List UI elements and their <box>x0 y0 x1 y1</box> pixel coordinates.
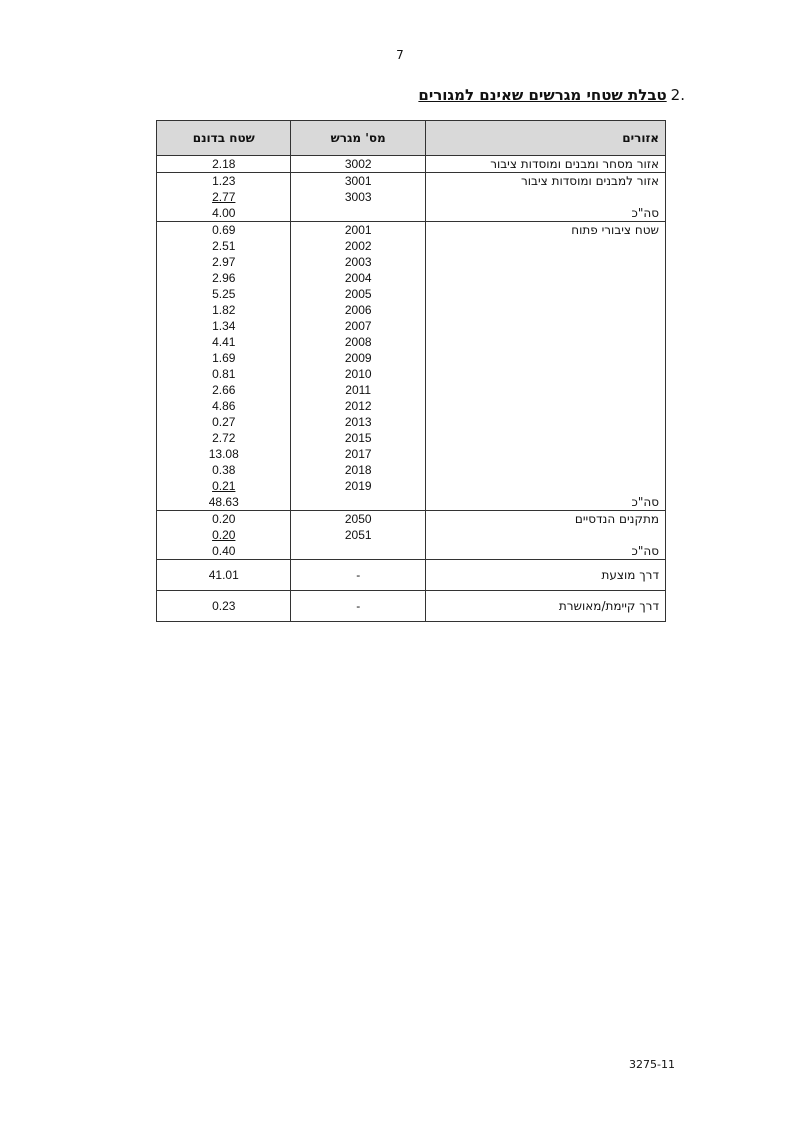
plot-number: 2050 <box>344 512 372 526</box>
area-value: 13.08 <box>208 447 239 461</box>
zone-group-row <box>157 156 666 173</box>
area-value-wrap <box>163 189 284 205</box>
plot-number: 2012 <box>344 399 372 413</box>
zone-cell <box>425 173 665 222</box>
total-label: סה"כ <box>631 495 659 509</box>
area-value: 41.01 <box>157 560 291 591</box>
plot-number: 2051 <box>344 528 372 542</box>
area-cell <box>157 156 291 173</box>
total-label: סה"כ <box>631 206 659 220</box>
zone-group-row <box>157 511 666 560</box>
zone-group-row <box>157 173 666 222</box>
plot-number: 3001 <box>344 174 372 188</box>
zone-cell <box>425 156 665 173</box>
area-value: 2.77 <box>212 190 236 204</box>
plot-number: 2004 <box>344 271 372 285</box>
area-cell <box>157 222 291 511</box>
plot-cell <box>291 173 425 222</box>
table-header-row <box>157 121 666 156</box>
title-text: טבלת שטחי מגרשים שאינם למגורים <box>418 86 667 104</box>
zone-name: שטח ציבורי פתוח <box>571 223 659 237</box>
plot-number: 2009 <box>344 351 372 365</box>
area-value: 0.23 <box>157 591 291 622</box>
area-value: 2.66 <box>212 383 236 397</box>
table-title <box>418 86 685 104</box>
area-value: 1.23 <box>212 174 236 188</box>
zone-group-row <box>157 222 666 511</box>
header-area: שטח בדונם <box>157 121 291 156</box>
plot-number: 2019 <box>344 479 372 493</box>
plot-number: 2002 <box>344 239 372 253</box>
plot-number: 2005 <box>344 287 372 301</box>
area-value-wrap <box>163 527 284 543</box>
header-plot-no: מס' מגרש <box>291 121 425 156</box>
plot-number: - <box>291 591 425 622</box>
area-value: 0.20 <box>212 512 236 526</box>
plot-number: 2007 <box>344 319 372 333</box>
zone-name: דרך קיימת/מאושרת <box>425 591 665 622</box>
zone-name: דרך מוצעת <box>425 560 665 591</box>
area-value: 2.18 <box>212 157 236 171</box>
area-value: 1.69 <box>212 351 236 365</box>
zone-cell <box>425 511 665 560</box>
plot-number: 3003 <box>344 190 372 204</box>
zone-name: אזור מסחר ומבנים ומוסדות ציבור <box>490 157 659 171</box>
plot-number: 2011 <box>345 383 372 397</box>
single-zone-row <box>157 560 666 591</box>
area-value: 0.81 <box>212 367 236 381</box>
page-number: 7 <box>396 48 404 62</box>
area-value: 2.51 <box>212 239 236 253</box>
zone-name: אזור למבנים ומוסדות ציבור <box>521 174 659 188</box>
zone-cell <box>425 222 665 511</box>
plot-number: 3002 <box>344 157 372 171</box>
area-value: 5.25 <box>212 287 236 301</box>
plot-number: 2017 <box>344 447 372 461</box>
plots-table <box>156 120 666 622</box>
area-value: 1.82 <box>212 303 236 317</box>
area-value: 0.38 <box>212 463 236 477</box>
plot-number: 2015 <box>344 431 372 445</box>
area-total: 4.00 <box>212 206 236 220</box>
zone-name: מתקנים הנדסיים <box>574 512 659 526</box>
plot-number: 2006 <box>344 303 372 317</box>
area-value-wrap <box>163 478 284 494</box>
area-value: 4.41 <box>212 335 236 349</box>
plot-cell <box>291 511 425 560</box>
area-value: 0.69 <box>212 223 236 237</box>
plot-number: 2013 <box>344 415 372 429</box>
plot-number: 2001 <box>344 223 372 237</box>
area-value: 0.27 <box>212 415 236 429</box>
title-number: .2 <box>670 86 685 104</box>
plot-number: 2018 <box>344 463 372 477</box>
plot-cell <box>291 222 425 511</box>
plot-number: 2008 <box>344 335 372 349</box>
area-total: 48.63 <box>208 495 239 509</box>
total-label: סה"כ <box>631 544 659 558</box>
plot-cell <box>291 156 425 173</box>
header-zones: אזורים <box>425 121 665 156</box>
plot-number: 2010 <box>344 367 372 381</box>
area-value: 2.97 <box>212 255 236 269</box>
area-value: 2.72 <box>212 431 236 445</box>
area-value: 4.86 <box>212 399 236 413</box>
plot-number: - <box>291 560 425 591</box>
area-cell <box>157 511 291 560</box>
area-value: 0.20 <box>212 528 236 542</box>
single-zone-row <box>157 591 666 622</box>
area-total: 0.40 <box>212 544 236 558</box>
area-value: 2.96 <box>212 271 236 285</box>
area-value: 0.21 <box>212 479 236 493</box>
plot-number: 2003 <box>344 255 372 269</box>
area-cell <box>157 173 291 222</box>
area-value: 1.34 <box>212 319 236 333</box>
document-code: 3275-11 <box>629 1058 675 1071</box>
